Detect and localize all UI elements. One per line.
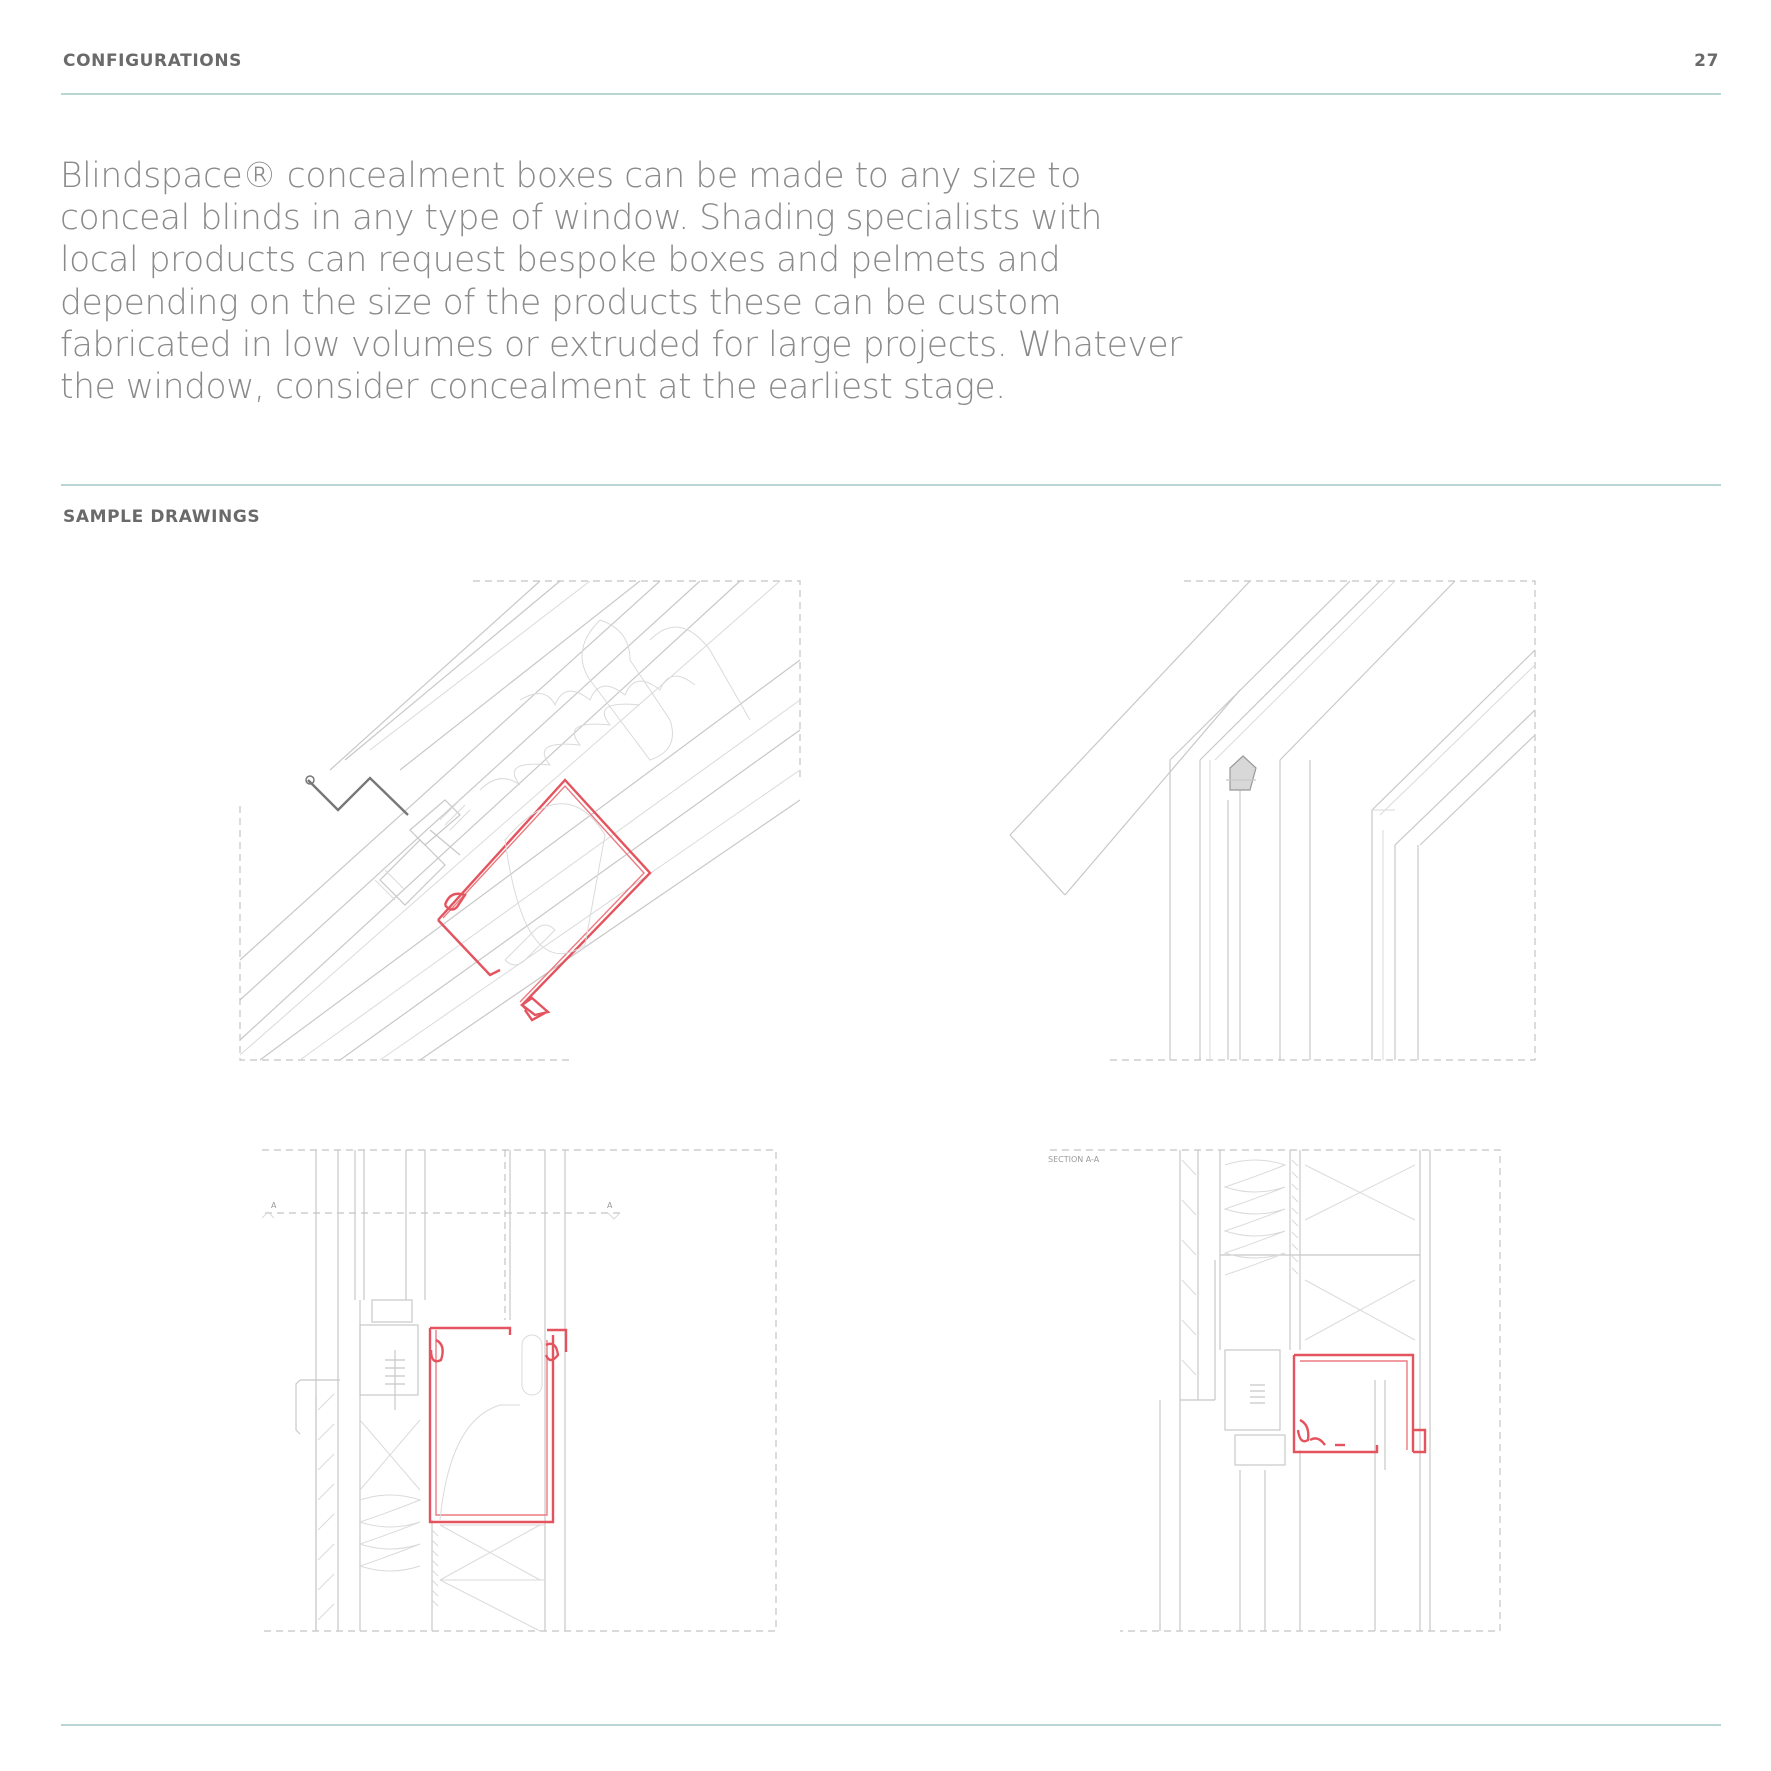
section-a-a-label: SECTION A-A [1048, 1155, 1100, 1164]
section-marker-left: A [271, 1201, 277, 1210]
drawing-section-a-a [1048, 1150, 1500, 1631]
drawing-roof-wall-junction [1010, 581, 1535, 1060]
page-number: 27 [1694, 51, 1719, 71]
drawing-wall-head-section [262, 1150, 776, 1631]
sample-drawings-heading: SAMPLE DRAWINGS [63, 507, 261, 527]
section-title: CONFIGURATIONS [63, 51, 243, 71]
intro-paragraph: Blindspace® concealment boxes can be made to any size to conceal blinds in any type of window. Shading specialists with local products can request bespoke boxes and pelmets and depending on the size of the products these can be custom fabricated in low volumes or extruded for large projects. Whatever the window, consider concealment at the earliest stage. [60, 156, 1182, 408]
drawing-roof-window-section [240, 581, 800, 1060]
section-marker-right: A [607, 1201, 613, 1210]
